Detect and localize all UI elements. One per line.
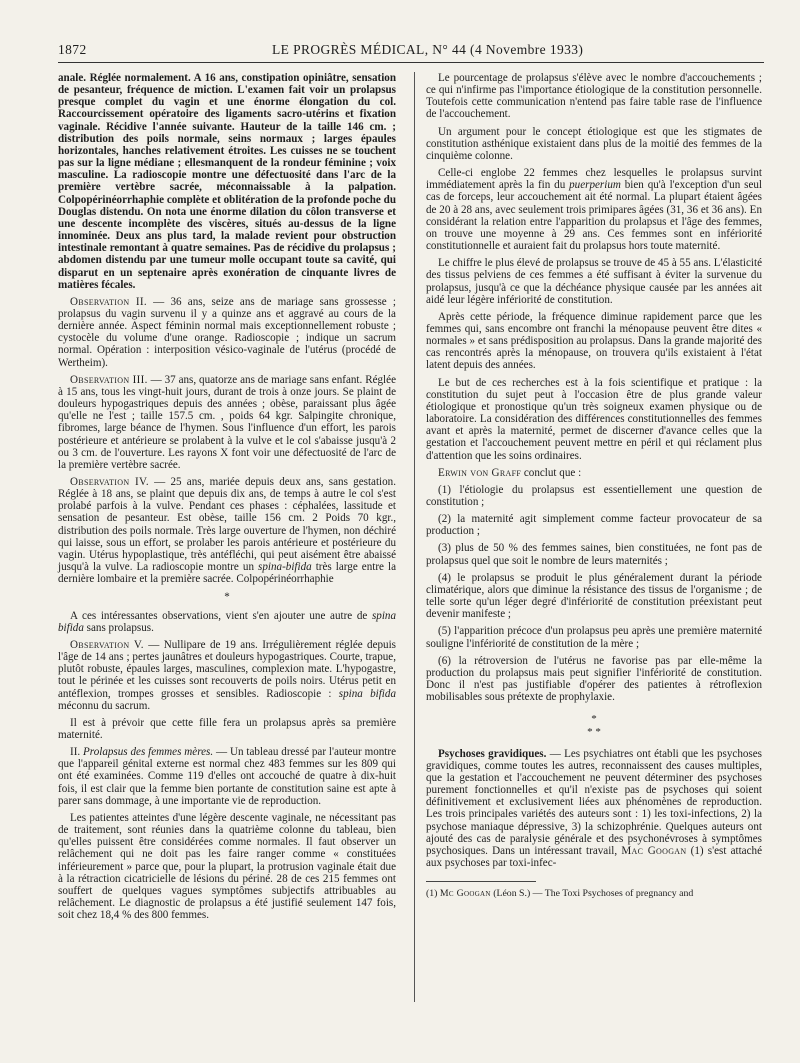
header-rule bbox=[58, 62, 764, 63]
footnote-rule bbox=[426, 881, 536, 882]
observation-4 bbox=[58, 476, 396, 585]
right-column bbox=[426, 72, 762, 904]
observation-text: — 25 ans, mariée depuis deux ans, sans gestation. Réglée à 18 ans, se plaint que depuis dix ans, de temps à autre le col s'est prolabé parfois à la vulve. Pendant ces phases : céphalées, lassitude et sensation de pesanteur. Est obèse, taille 156 cm. 2 Poids 70 kgr., distribution des poils normale. Très large ouverture de l'hymen, non déchiré qui laisse, sous un effort, se prolaber les parois antérieure et postérieure du vagin. Utérus hypoplastique, très antéfléchi, qui peut aisément être abaissé jusqu'à la vulve. La radioscopie montre un bbox=[58, 476, 396, 574]
author-name: Mac Googan bbox=[621, 844, 687, 857]
page-number: 1872 bbox=[58, 42, 87, 57]
case-continuation: anale. Réglée normalement. A 16 ans, constipation opiniâtre, sensation de pesanteur, fréquence de miction. L'examen fait voir un prolapsus presque complet du vagin et une énorme élongation du col. Raccourcissement opératoire des ligaments sacro-utérins et fixation vaginale. Récidive l'année suivante. Hauteur de la taille 146 cm. ; distribution des poils normale, seins normaux ; larges épaules horizontales, hanches relativement étroites. Les cuisses ne se touchent pas sur la ligne médiane ; ellesmanquent de la rondeur féminine ; voix masculine. La radioscopie montre une défectuosité dans l'arc de la première vertèbre sacrée, méconnaissable à la palpation. Colpopérinéorrhaphie complète et oblitération de la profonde poche du Douglas distendu. On nota une énorme dilation du côlon transverse et une descente incomplète des viscères, situés au-dessus de la ligne innominée. Deux ans plus tard, la malade revient pour obstruction intestinale remontant à quatre semaines. Pas de récidive du prolapsus ; abdomen distendu par une tumeur molle occupant toute sa cavité, qui disparut en un septenaire après exonération de cinquante livres de matières fécales. bbox=[58, 72, 396, 291]
italic-term: spina-bifida bbox=[258, 561, 312, 574]
patientes-paragraph: Les patientes atteintes d'une légère descente vaginale, ne nécessitant pas de traitement, sont réunies dans la quatrième colonne du tableau, bien qu'elles puissent être considérées comme normales. Il faut observer un relâchement qui ne doit pas les faire ranger comme « constituées inférieurement » parce que, pour la plupart, la protrusion vaginale était due à la rétraction cicatricielle de lésions du périné. 28 de ces 215 femmes ont souffert de quelques vagues symptômes subjectifs attribuables au relâchement. Le diagnostic de prolapsus a été justifié seulement 147 fois, soit chez 18,4 % des 800 femmes. bbox=[58, 811, 396, 922]
text: Celle-ci englobe 22 femmes chez lesquelles le prolapsus survint immédiatement après la fin du bbox=[426, 167, 762, 192]
text: sans prolapsus. bbox=[83, 621, 154, 634]
psychoses-paragraph bbox=[426, 748, 762, 870]
conclusion-item: (4) le prolapsus se produit le plus généralement durant la période climatérique, alors que diminue la résistance des tissus de l'organisme ; de telle sorte qu'un léger degré d'infériorité de constitution préexistant peut devenir manifeste ; bbox=[426, 571, 762, 621]
observation-text: — Nullipare de 19 ans. Irrégulièrement réglée depuis l'âge de 14 ans ; pertes jaunâtres et douleurs hypogastriques. Courte, trapue, plutôt robuste, épaules larges, masculines, complexion mate. L'hypogastre, tout le périnée et les cuisses sont recouverts de poils noirs. Utérus petit en antéflexion, trompes grosses et sensibles. Radioscopie : bbox=[58, 638, 397, 700]
section-number: II. bbox=[70, 746, 84, 759]
text: bien qu'à l'exception d'un seul cas de forceps, leur accouchement ait été normal. La plupart étaient âgées de 20 à 28 ans, avec seulement trois primipares âgées (31, 36 et 36 ans). En considérant la relation entre l'apparition du prolapsus et l'âge des femmes, on trouve une moyenne à 29 ans. Ces femmes sont en infériorité constitutionnelle et auraient fait du prolapsus hors toute maternité. bbox=[426, 179, 763, 253]
conclusion-item: (3) plus de 50 % des femmes saines, bien constituées, ne font pas de prolapsus quel que soit le nombre de leurs maternités ; bbox=[426, 542, 762, 567]
footnote-text: (Léon S.) — The Toxi Psychoses of pregnancy and bbox=[490, 888, 694, 900]
conclusion-item: (2) la maternité agit simplement comme facteur provocateur de sa production ; bbox=[426, 513, 762, 538]
italic-term: puerperium bbox=[569, 179, 621, 192]
section-star: * bbox=[224, 591, 230, 604]
text: A ces intéressantes observations, vient s'en ajouter une autre de bbox=[70, 609, 372, 622]
section-title: Prolapsus des femmes mères. bbox=[83, 746, 214, 759]
paragraph: Le but de ces recherches est à la fois scientifique et pratique : la constitution du sujet peut à l'occasion être de plus grande valeur étiologique et pronostique qu'un très soigneux examen physique ou de laboratoire. La considération des différences constitutionnelles des femmes avant et après la maternité, permet de discerner d'avance celles que la gestation et l'accouchement peuvent mettre en péril et qui réclament plus d'attention que les soins ordinaires. bbox=[426, 376, 762, 462]
observation-label: Observation V. bbox=[70, 638, 144, 651]
observation-5 bbox=[58, 639, 396, 712]
paragraph: Le chiffre le plus élevé de prolapsus se trouve de 45 à 55 ans. L'élasticité des tissus pelviens de ces femmes a été suffisant à éviter la survenue du prolapsus, jusqu'à ce que la déchéance physique causée par les années ait aidé leur légère infériorité de constitution. bbox=[426, 257, 762, 306]
paragraph bbox=[426, 167, 762, 252]
observation-label: Observation IV. bbox=[70, 476, 149, 488]
observation-text: méconnu du sacrum. bbox=[58, 699, 151, 712]
observation-2 bbox=[58, 296, 396, 369]
author-name: Erwin von Graff bbox=[438, 466, 522, 479]
observation-label: Observation III. bbox=[70, 373, 148, 386]
observation-label: Observation II. bbox=[70, 295, 147, 308]
observation-text: — 37 ans, quatorze ans de mariage sans enfant. Réglée à 15 ans, tous les vingt-huit jours, durant de trois à onze jours. Se plaint de douleurs hypogastriques depuis des années ; obèse, paraissant plus âgée qu'elle ne l'est ; taille 157.5 cm. , poids 64 kgr. Salpingite chronique, fibromes, large béance de l'hymen. Sous l'influence d'un effort, les parois postérieure et antérieure se prolabent à la vulve et le col s'abaisse jusqu'à 2 ou 3 cm. de l'ouverture. Les rayons X font voir une défectuosité de l'arc de la première vertèbre sacrée. bbox=[58, 373, 396, 471]
text: — Les psychiatres ont établi que les psychoses gravidiques, comme toutes les autres, reconnaissent des causes multiples, que la gestation et l'accouchement ne peuvent déterminer des psychoses purement fonctionnelles et qu'il n'existe pas de psychoses qui soient définitivement et exclusivement liées aux phénomènes de reproduction. Les trois principales variétés des auteurs sont : 1) les toxi-infections, 2) la psychose maniaque dépressive, 3) la schizophrénie. Quelques auteurs ont ajouté des cas de paralysie générale et des psychonévroses à symptômes psychosiques. Dans un intéressant travail, bbox=[426, 747, 762, 857]
paragraph: Un argument pour le concept étiologique est que les stigmates de constitution asthénique existaient dans plus de la moitié des femmes de la cinquième colonne. bbox=[426, 125, 762, 162]
observation-3 bbox=[58, 374, 396, 471]
left-column bbox=[58, 72, 396, 926]
italic-term: spina bifida bbox=[58, 609, 396, 634]
section-2-paragraph bbox=[58, 746, 396, 807]
section-stars: * * * bbox=[587, 713, 601, 738]
text: conclut que : bbox=[521, 466, 582, 479]
conclusion-item: (1) l'étiologie du prolapsus est essentiellement une question de constitution ; bbox=[426, 483, 762, 508]
prevision-paragraph: Il est à prévoir que cette fille fera un prolapsus après sa première maternité. bbox=[58, 716, 396, 741]
conclusion-item: (6) la rétroversion de l'utérus ne favorise pas par elle-même la production du prolapsus mais peut signifier l'infériorité de constitution. Donc il n'est pas justifiable d'opérer des patientes à rétroflexion mobilisables sous prétexte de prophylaxie. bbox=[426, 654, 762, 704]
paragraph: Le pourcentage de prolapsus s'élève avec le nombre d'accouchements ; ce qui n'infirme pas l'importance étiologique de la constitution personnelle. Toutefois cette communication n'entend pas faire table rase de l'influence de l'accouchement. bbox=[426, 72, 762, 121]
conclusion-item: (5) l'apparition précoce d'un prolapsus peu après une première maternité souligne l'infériorité de constitution de la mère ; bbox=[426, 625, 762, 650]
text: (1) s'est attaché aux psychoses par toxi-infec- bbox=[426, 844, 763, 870]
section-heading: Psychoses gravidiques. bbox=[438, 747, 547, 760]
running-title: LE PROGRÈS MÉDICAL, N° 44 (4 Novembre 1933) bbox=[272, 42, 584, 57]
text: — Un tableau dressé par l'auteur montre que l'appareil génital externe est normal chez 483 femmes sur les 809 qui ont été examinées. Comme 119 d'elles ont accouché de quatre à dix-huit fois, il est clair que la femme bien portante de constitution saine est apte à parer sans dommage, à une importante vie de reproduction. bbox=[58, 746, 396, 807]
interest-paragraph bbox=[58, 610, 396, 634]
footnote-number: (1) bbox=[426, 888, 440, 900]
conclusion-intro bbox=[426, 467, 762, 479]
italic-term: spina bifida bbox=[338, 687, 396, 700]
running-header bbox=[58, 38, 764, 60]
observation-text: très large entre la dernière lombaire et la première sacrée. Colpopérinéorrhaphie bbox=[58, 561, 397, 586]
author-name: Mc Googan bbox=[439, 888, 491, 900]
column-divider bbox=[414, 72, 415, 1002]
paragraph: Après cette période, la fréquence diminue rapidement parce que les femmes qui, sans encombre ont franchi la ménopause peuvent être dites « normales » et sans prédisposition au prolapsus. Dans la grande majorité des cas rencontrés après la ménopause, on trouvera qu'ils existaient à l'état latent depuis des années. bbox=[426, 310, 762, 372]
footnote bbox=[426, 888, 762, 899]
observation-text: — 36 ans, seize ans de mariage sans grossesse ; prolapsus du vagin survenu il y a quinze ans et aggravé au cours de la dernière année. Aspect féminin normal mais exceptionnellement robuste ; cystocèle du volume d'une orange. Radioscopie ; indique un sacrum normal. Opération : interposition vésico-vaginale de l'utérus (procédé de Wertheim). bbox=[58, 295, 396, 369]
